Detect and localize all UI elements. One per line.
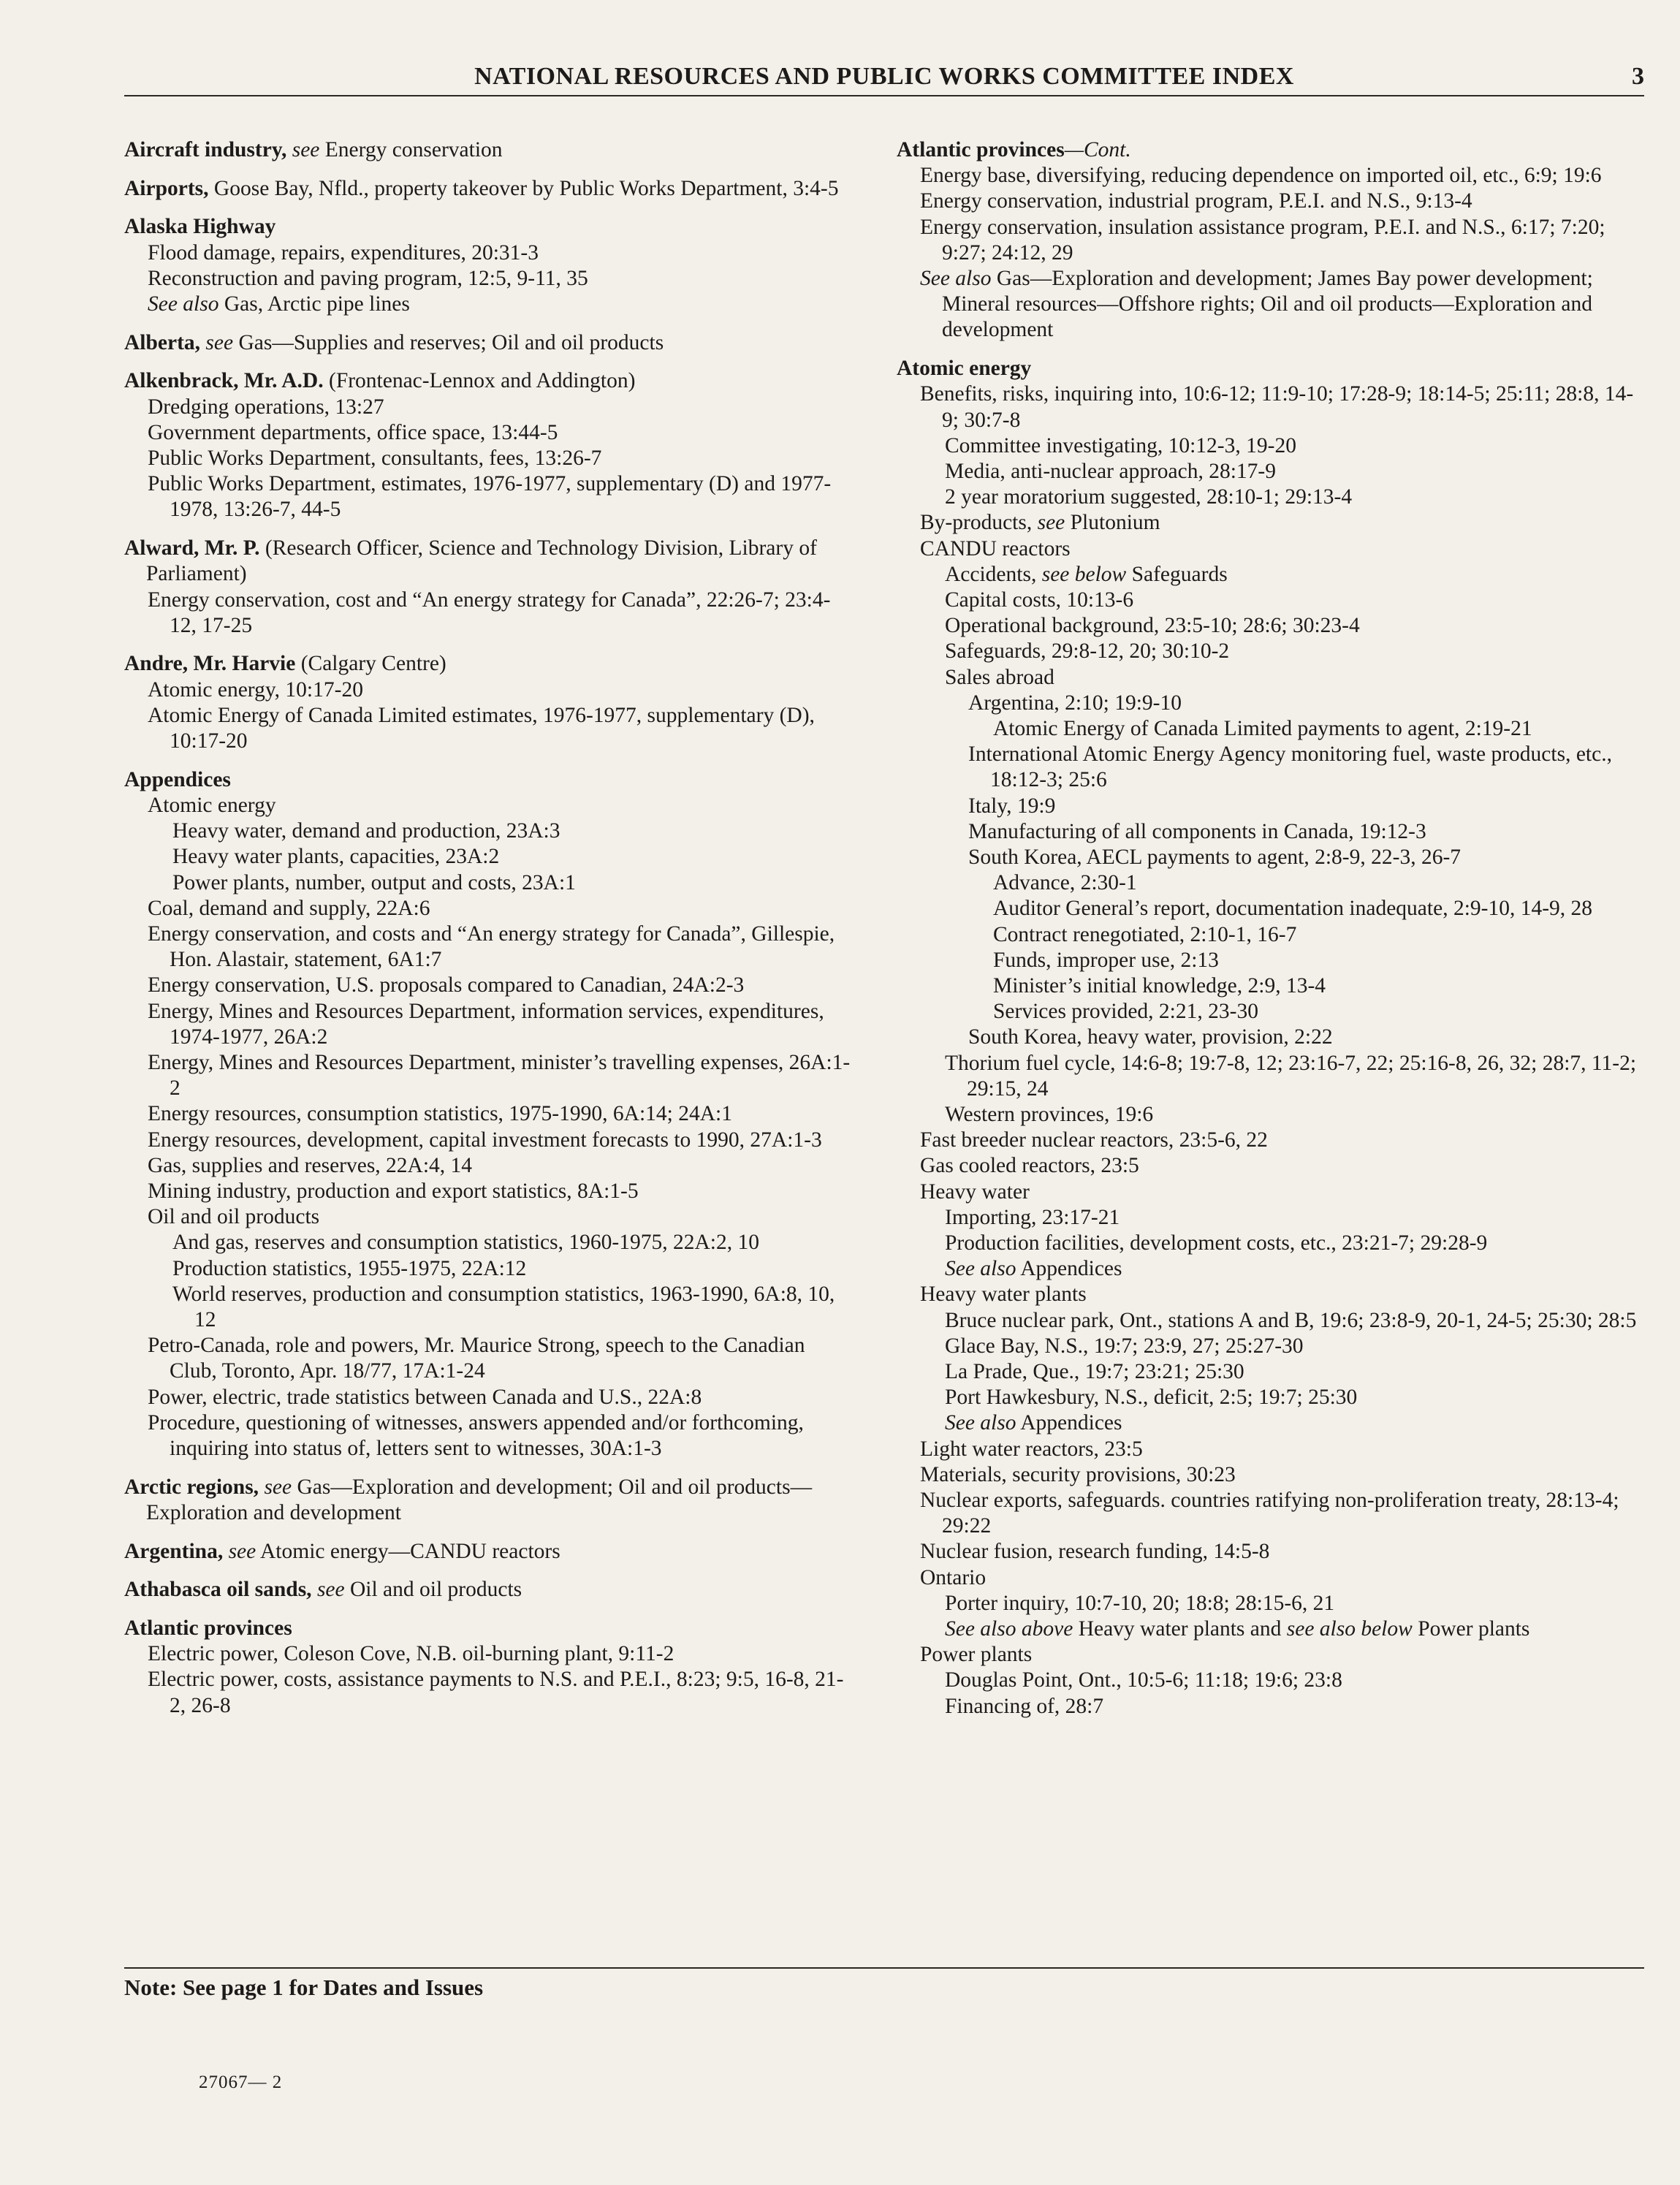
- entry-text: Government departments, office space, 13:44-5: [148, 420, 558, 444]
- index-entry: [124, 1475, 855, 1526]
- index-subentry: [897, 215, 1649, 266]
- index-subentry: [897, 1591, 1649, 1616]
- entry-text: Energy conservation, and costs and “An energy strategy for Canada”, Gillespie, Hon. Alastair, statement, 6A1:7: [148, 922, 835, 972]
- entry-text: Heavy water plants: [920, 1282, 1087, 1307]
- index-subentry: [124, 844, 855, 870]
- entry-text: Porter inquiry, 10:7-10, 20; 18:8; 28:15-6, 21: [945, 1591, 1335, 1615]
- entry-text: Mining industry, production and export statistics, 8A:1-5: [148, 1179, 639, 1204]
- entry-text: Safeguards: [1126, 562, 1228, 586]
- entry-text: Goose Bay, Nfld., property takeover by Public Works Department, 3:4-5: [213, 176, 839, 200]
- header-rule: [124, 95, 1644, 96]
- entry-text: Energy base, diversifying, reducing dependence on imported oil, etc., 6:9; 19:6: [920, 164, 1602, 188]
- entry-text: Financing of, 28:7: [945, 1694, 1104, 1718]
- entry-heading: Atlantic provinces: [124, 1616, 292, 1641]
- index-subentry: [897, 433, 1649, 459]
- index-entry: [124, 330, 855, 356]
- entry-text: And gas, reserves and consumption statistics, 1960-1975, 22A:2, 10: [172, 1231, 759, 1255]
- entry-text: World reserves, production and consumption statistics, 1963-1990, 6A:8, 10, 12: [172, 1282, 835, 1332]
- index-entry: [124, 1616, 855, 1719]
- entry-text: Energy conservation: [319, 138, 503, 162]
- entry-text: CANDU reactors: [920, 536, 1071, 560]
- entry-text: Energy, Mines and Resources Department, minister’s travelling expenses, 26A:1-2: [148, 1051, 851, 1101]
- index-subentry: [897, 639, 1649, 664]
- index-subentry: [897, 1539, 1649, 1565]
- index-subentry: [124, 266, 855, 292]
- index-subentry: [897, 381, 1649, 433]
- entry-text: Coal, demand and supply, 22A:6: [148, 896, 430, 920]
- cross-reference-word: see: [1037, 511, 1065, 535]
- index-subentry: [897, 613, 1649, 639]
- entry-text: Atomic energy—CANDU reactors: [256, 1539, 560, 1563]
- entry-text: Media, anti-nuclear approach, 28:17-9: [945, 459, 1276, 483]
- entry-text: Gas cooled reactors, 23:5: [920, 1154, 1139, 1178]
- index-subentry: [897, 1334, 1649, 1359]
- index-entry-line: [124, 1539, 855, 1565]
- entry-text: La Prade, Que., 19:7; 23:21; 25:30: [945, 1360, 1244, 1384]
- entry-text: Heavy water plants, capacities, 23A:2: [172, 845, 500, 869]
- index-subentry: [124, 446, 855, 471]
- entry-text: (Frontenac-Lennox and Addington): [323, 369, 636, 393]
- index-entry-line: [897, 356, 1649, 381]
- entry-text: Materials, security provisions, 30:23: [920, 1462, 1236, 1486]
- index-subentry: [897, 1488, 1649, 1539]
- index-subentry: [897, 1668, 1649, 1693]
- index-subentry: [897, 1282, 1649, 1307]
- index-subentry: [897, 588, 1649, 613]
- entry-text: Advance, 2:30-1: [993, 871, 1137, 895]
- entry-text: Gas—Exploration and development; Oil and oil products—Exploration and development: [146, 1475, 813, 1524]
- entry-text: Gas—Supplies and reserves; Oil and oil products: [233, 330, 664, 354]
- entry-heading: Andre, Mr. Harvie: [124, 652, 296, 676]
- index-entry: [124, 536, 855, 639]
- index-subentry: [897, 896, 1649, 922]
- entry-heading: Alkenbrack, Mr. A.D.: [124, 369, 324, 393]
- index-subentry: [897, 716, 1649, 742]
- entry-text: Electric power, Coleson Cove, N.B. oil-burning plant, 9:11-2: [148, 1642, 674, 1666]
- entry-text: Energy conservation, insulation assistance program, P.E.I. and N.S., 6:17; 7:20; 9:27; 24:12, 29: [920, 215, 1605, 265]
- entry-text: Operational background, 23:5-10; 28:6; 30:23-4: [945, 614, 1360, 638]
- cross-reference-word: see: [292, 138, 320, 162]
- index-subentry: [897, 1102, 1649, 1128]
- entry-text: Power plants, number, output and costs, 23A:1: [172, 870, 576, 894]
- index-entry-line: [124, 767, 855, 793]
- index-entry-line: [124, 330, 855, 356]
- index-subentry: [897, 1231, 1649, 1256]
- index-entry-line: [124, 1616, 855, 1641]
- entry-text: Production statistics, 1955-1975, 22A:12: [172, 1256, 527, 1280]
- entry-text: Energy conservation, cost and “An energy strategy for Canada”, 22:26-7; 23:4-12, 17-25: [148, 588, 831, 637]
- index-subentry: [897, 665, 1649, 691]
- print-code: 27067— 2: [199, 2072, 283, 2092]
- entry-text: Importing, 23:17-21: [945, 1205, 1120, 1229]
- entry-text: Energy conservation, U.S. proposals compared to Canadian, 24A:2-3: [148, 973, 745, 997]
- index-subentry: [124, 1410, 855, 1462]
- entry-text: Energy resources, consumption statistics, 1975-1990, 6A:14; 24A:1: [148, 1102, 732, 1126]
- index-subentry: [124, 1230, 855, 1255]
- entry-heading: Atlantic provinces: [897, 138, 1065, 162]
- index-entry-line: [124, 651, 855, 677]
- entry-text: Plutonium: [1065, 511, 1160, 535]
- index-subentry: [124, 870, 855, 896]
- entry-text: Gas—Exploration and development; James Bay power development; Mineral resources—Offshore rights; Oil and oil products—Exploration and development: [942, 267, 1593, 342]
- page-number: 3: [1632, 63, 1644, 90]
- entry-text: Energy conservation, industrial program, P.E.I. and N.S., 9:13-4: [920, 189, 1472, 213]
- index-subentry: [124, 395, 855, 420]
- index-subentry: [124, 1101, 855, 1127]
- index-subentry: [897, 1616, 1649, 1642]
- index-subentry: [897, 1694, 1649, 1720]
- entry-text: Auditor General’s report, documentation inadequate, 2:9-10, 14-9, 28: [993, 897, 1593, 921]
- page-title: NATIONAL RESOURCES AND PUBLIC WORKS COMMITTEE INDEX: [474, 63, 1294, 90]
- entry-text: Western provinces, 19:6: [945, 1103, 1154, 1127]
- entry-heading: Atomic energy: [897, 357, 1032, 381]
- entry-text: Committee investigating, 10:12-3, 19-20: [945, 433, 1296, 457]
- index-entry-line: [124, 1577, 855, 1603]
- entry-text: Bruce nuclear park, Ont., stations A and B, 19:6; 23:8-9, 20-1, 24-5; 25:30; 28:5: [945, 1308, 1637, 1332]
- entry-text: Power plants: [920, 1643, 1033, 1667]
- entry-text: Sales abroad: [945, 665, 1054, 689]
- entry-heading: Alberta,: [124, 330, 206, 354]
- index-entry: [124, 137, 855, 163]
- index-subentry: [897, 1359, 1649, 1385]
- entry-text: Power, electric, trade statistics between Canada and U.S., 22A:8: [148, 1385, 702, 1409]
- index-entry-line: [124, 1475, 855, 1526]
- entry-text: Public Works Department, consultants, fees, 13:26-7: [148, 446, 602, 471]
- cross-reference-word: see: [205, 330, 234, 354]
- entry-text: Heavy water plants and: [1073, 1617, 1287, 1641]
- index-subentry: [897, 973, 1649, 999]
- entry-text: Flood damage, repairs, expenditures, 20:31-3: [148, 240, 539, 265]
- entry-text: Argentina, 2:10; 19:9-10: [968, 691, 1182, 715]
- index-subentry: [124, 1641, 855, 1667]
- index-subentry: [124, 1333, 855, 1384]
- index-subentry: [124, 922, 855, 973]
- entry-text: South Korea, AECL payments to agent, 2:8-9, 22-3, 26-7: [968, 845, 1462, 869]
- index-subentry: [897, 1153, 1649, 1179]
- index-column-right: [897, 137, 1649, 1732]
- entry-text: Glace Bay, N.S., 19:7; 23:9, 27; 25:27-30: [945, 1334, 1304, 1358]
- entry-text: Oil and oil products: [344, 1578, 522, 1602]
- index-entry-line: [897, 137, 1649, 163]
- index-subentry: [897, 1205, 1649, 1231]
- entry-text: (Research Officer, Science and Technology Division, Library of Parliament): [146, 536, 817, 586]
- cross-reference-word: see: [228, 1539, 256, 1563]
- entry-text: Dredging operations, 13:27: [148, 395, 384, 419]
- index-subentry: [897, 922, 1649, 948]
- entry-text: Atomic Energy of Canada Limited estimates, 1976-1977, supplementary (D), 10:17-20: [148, 703, 815, 753]
- index-subentry: [124, 420, 855, 446]
- entry-text: South Korea, heavy water, provision, 2:22: [968, 1025, 1333, 1049]
- entry-text: Benefits, risks, inquiring into, 10:6-12; 11:9-10; 17:28-9; 18:14-5; 25:11; 28:8, 14-9; 30:7-8: [920, 382, 1634, 432]
- index-entry-line: [124, 368, 855, 394]
- entry-text: Atomic energy: [148, 793, 276, 817]
- entry-text: Capital costs, 10:13-6: [945, 588, 1134, 612]
- index-subentry: [124, 818, 855, 844]
- index-subentry: [124, 471, 855, 522]
- cross-reference-word: see also below: [1286, 1617, 1413, 1641]
- entry-text: Energy, Mines and Resources Department, information services, expenditures, 1974-1977, 26A:2: [148, 999, 824, 1049]
- index-subentry: [124, 1667, 855, 1718]
- entry-text: Nuclear fusion, research funding, 14:5-8: [920, 1540, 1270, 1564]
- index-subentry: [897, 999, 1649, 1025]
- cross-reference-word: see: [316, 1578, 345, 1602]
- index-subentry: [124, 1179, 855, 1204]
- entry-text: Minister’s initial knowledge, 2:9, 13-4: [993, 974, 1326, 997]
- index-subentry: [124, 973, 855, 998]
- entry-text: Thorium fuel cycle, 14:6-8; 19:7-8, 12; 23:16-7, 22; 25:16-8, 26, 32; 28:7, 11-2; 29:15, 24: [945, 1051, 1637, 1101]
- index-subentry: [897, 742, 1649, 793]
- index-column-left: [124, 137, 855, 1731]
- entry-text: Contract renegotiated, 2:10-1, 16-7: [993, 922, 1297, 946]
- index-entry: [124, 651, 855, 754]
- entry-text: Gas, supplies and reserves, 22A:4, 14: [148, 1153, 473, 1177]
- index-subentry: [897, 562, 1649, 588]
- entry-text: Reconstruction and paving program, 12:5, 9-11, 35: [148, 266, 588, 290]
- entry-text: Public Works Department, estimates, 1976-1977, supplementary (D) and 1977-1978, 13:26-7, 44-5: [148, 472, 832, 522]
- entry-heading: Appendices: [124, 767, 231, 791]
- entry-text: Heavy water: [920, 1179, 1030, 1204]
- footer-rule: [124, 1967, 1644, 1969]
- cross-reference-word: see below: [1041, 562, 1127, 586]
- index-subentry: [124, 292, 855, 317]
- index-subentry: [124, 1050, 855, 1101]
- index-subentry: [897, 845, 1649, 870]
- index-subentry: [897, 1565, 1649, 1591]
- index-entry: [124, 1539, 855, 1565]
- index-subentry: [897, 189, 1649, 214]
- entry-text: Nuclear exports, safeguards. countries ratifying non-proliferation treaty, 28:13-4; 29:22: [920, 1489, 1619, 1538]
- entry-heading: Aircraft industry,: [124, 138, 292, 162]
- index-subentry: [124, 588, 855, 639]
- entry-text: 2 year moratorium suggested, 28:10-1; 29:13-4: [945, 485, 1353, 509]
- entry-text: Petro-Canada, role and powers, Mr. Maurice Strong, speech to the Canadian Club, Toronto, Apr. 18/77, 17A:1-24: [148, 1334, 805, 1383]
- entry-text: Ontario: [920, 1565, 987, 1589]
- footer-note: Note: See page 1 for Dates and Issues: [124, 1975, 484, 2000]
- continued-marker: —Cont.: [1064, 138, 1131, 162]
- entry-text: Port Hawkesbury, N.S., deficit, 2:5; 19:7; 25:30: [945, 1386, 1358, 1410]
- entry-text: Fast breeder nuclear reactors, 23:5-6, 22: [920, 1128, 1268, 1152]
- index-subentry: [124, 1204, 855, 1230]
- entry-text: Energy resources, development, capital investment forecasts to 1990, 27A:1-3: [148, 1128, 822, 1152]
- entry-text: Electric power, costs, assistance payments to N.S. and P.E.I., 8:23; 9:5, 16-8, 21-2, 26-8: [148, 1668, 844, 1717]
- index-subentry: [897, 536, 1649, 562]
- index-subentry: [124, 1153, 855, 1179]
- index-entry-line: [124, 536, 855, 587]
- index-subentry: [897, 163, 1649, 189]
- index-entry: [897, 137, 1649, 343]
- entry-text: Heavy water, demand and production, 23A:3: [172, 819, 560, 843]
- index-subentry: [124, 1385, 855, 1410]
- entry-text: Procedure, questioning of witnesses, answers appended and/or forthcoming, inquiring into status of, letters sent to witnesses, 30A:1-3: [148, 1410, 804, 1461]
- entry-text: Funds, improper use, 2:13: [993, 948, 1219, 972]
- entry-text: Power plants: [1412, 1617, 1530, 1641]
- entry-text: Appendices: [1016, 1257, 1122, 1281]
- index-subentry: [897, 1642, 1649, 1668]
- entry-text: Oil and oil products: [148, 1205, 320, 1229]
- entry-text: Light water reactors, 23:5: [920, 1437, 1143, 1461]
- entry-text: Appendices: [1016, 1411, 1122, 1435]
- index-subentry: [124, 793, 855, 818]
- index-subentry: [124, 1256, 855, 1282]
- entry-text: Douglas Point, Ont., 10:5-6; 11:18; 19:6; 23:8: [945, 1668, 1342, 1692]
- entry-text: By-products,: [920, 511, 1038, 535]
- entry-text: Manufacturing of all components in Canada, 19:12-3: [968, 819, 1426, 843]
- index-subentry: [897, 1308, 1649, 1334]
- entry-text: Atomic energy, 10:17-20: [148, 677, 363, 702]
- index-subentry: [897, 1410, 1649, 1436]
- index-subentry: [897, 948, 1649, 973]
- index-subentry: [897, 819, 1649, 845]
- index-subentry: [897, 1025, 1649, 1050]
- entry-text: (Calgary Centre): [295, 652, 446, 676]
- entry-heading: Athabasca oil sands,: [124, 1578, 317, 1602]
- index-entry-line: [124, 137, 855, 163]
- entry-text: International Atomic Energy Agency monitoring fuel, waste products, etc., 18:12-3; 25:6: [968, 742, 1612, 792]
- index-entry: [124, 767, 855, 1462]
- index-entry-line: [124, 176, 855, 202]
- index-subentry: [897, 1128, 1649, 1153]
- entry-text: Italy, 19:9: [968, 794, 1056, 818]
- index-subentry: [897, 1256, 1649, 1282]
- index-subentry: [897, 484, 1649, 510]
- index-subentry: [124, 677, 855, 703]
- cross-reference-word: See also: [945, 1257, 1016, 1281]
- cross-reference-word: See also above: [945, 1617, 1073, 1641]
- cross-reference-word: See also: [945, 1411, 1016, 1435]
- entry-text: Safeguards, 29:8-12, 20; 30:10-2: [945, 639, 1230, 664]
- index-subentry: [897, 1179, 1649, 1205]
- entry-heading: Alaska Highway: [124, 215, 276, 239]
- index-entry-line: [124, 214, 855, 240]
- index-subentry: [897, 266, 1649, 343]
- index-subentry: [897, 870, 1649, 896]
- page-header: [124, 63, 1644, 99]
- index-subentry: [897, 794, 1649, 819]
- index-subentry: [897, 459, 1649, 484]
- entry-text: Atomic Energy of Canada Limited payments to agent, 2:19-21: [993, 716, 1532, 740]
- index-entry: [124, 368, 855, 522]
- entry-text: Accidents,: [945, 562, 1042, 586]
- index-subentry: [124, 999, 855, 1050]
- index-subentry: [897, 1437, 1649, 1462]
- entry-heading: Argentina,: [124, 1539, 229, 1563]
- cross-reference-word: See also: [148, 292, 219, 316]
- index-subentry: [124, 240, 855, 266]
- index-subentry: [897, 1462, 1649, 1488]
- index-subentry: [124, 896, 855, 922]
- index-subentry: [897, 691, 1649, 716]
- entry-text: Services provided, 2:21, 23-30: [993, 1000, 1258, 1024]
- index-subentry: [124, 1282, 855, 1333]
- index-subentry: [897, 510, 1649, 536]
- cross-reference-word: see: [264, 1475, 292, 1499]
- index-subentry: [897, 1385, 1649, 1410]
- index-subentry: [124, 703, 855, 754]
- index-subentry: [897, 1051, 1649, 1102]
- index-entry: [124, 1577, 855, 1603]
- entry-text: Production facilities, development costs, etc., 23:21-7; 29:28-9: [945, 1231, 1488, 1255]
- entry-heading: Arctic regions,: [124, 1475, 265, 1499]
- entry-heading: Airports,: [124, 176, 214, 200]
- index-subentry: [124, 1128, 855, 1153]
- entry-text: Gas, Arctic pipe lines: [218, 292, 410, 316]
- entry-heading: Alward, Mr. P.: [124, 536, 260, 560]
- index-entry: [897, 356, 1649, 1720]
- index-entry: [124, 214, 855, 317]
- index-entry: [124, 176, 855, 202]
- cross-reference-word: See also: [920, 267, 992, 291]
